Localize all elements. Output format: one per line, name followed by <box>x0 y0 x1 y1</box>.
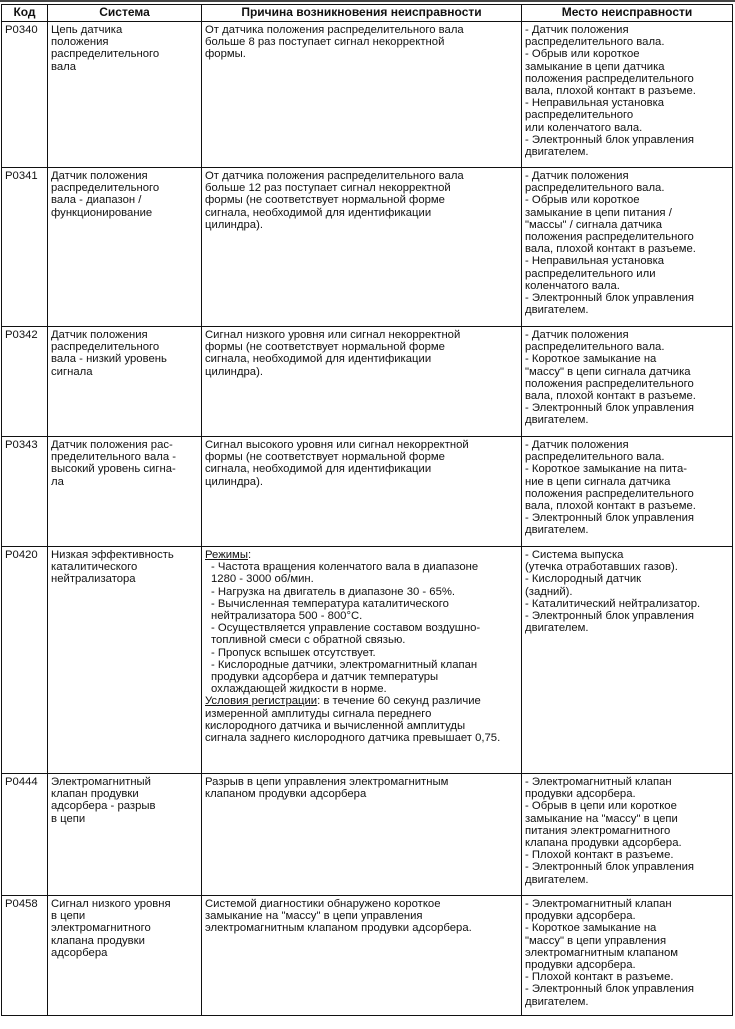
header-system: Система <box>48 5 202 22</box>
table-row <box>2 774 733 896</box>
row-cause <box>202 547 522 774</box>
row-code: P0420 <box>2 547 48 774</box>
row-location: - Датчик положения распределительного вала. - Обрыв или короткое замыкание в цепи датчика положения распределительного вала, плохой контакт в разъеме. - Неправильная установка распределительного или коленчатого вала. - Электронный блок управления двигателем. <box>522 22 733 168</box>
table-row <box>2 437 733 547</box>
header-cause: Причина возникновения неисправности <box>202 5 522 22</box>
registration-text: : в течение 60 секунд различие измеренной амплитуды сигнала переднего кислородного датчика и вычисленной амплитуды сигнала заднего кислородного датчика превышает 0,75. <box>205 695 501 745</box>
top-rule <box>0 0 735 2</box>
row-system: Сигнал низкого уровня в цепи электромагнитного клапана продувки адсорбера <box>48 896 202 1016</box>
row-cause: Системой диагностики обнаружено короткое замыкание на "массу" в цепи управления электромагнитным клапаном продувки адсорбера. <box>202 896 522 1016</box>
row-location: - Датчик положения распределительного вала. - Короткое замыкание на "массу" в цепи сигнала датчика положения распределительного вала, плохой контакт в разъеме. - Электронный блок управления двигателем. <box>522 327 733 437</box>
row-code: P0341 <box>2 168 48 327</box>
registration-label: Условия регистрации <box>205 695 318 708</box>
row-location: - Датчик положения распределительного вала. - Короткое замыкание на пита- ние в цепи сигнала датчика положения распределительного вала, плохой контакт в разъеме. - Электронный блок управления двигателем. <box>522 437 733 547</box>
table-header-row <box>2 5 733 22</box>
table-row <box>2 168 733 327</box>
row-system: Датчик положения распределительного вала - низкий уровень сигнала <box>48 327 202 437</box>
table-row <box>2 22 733 168</box>
modes-colon: : <box>247 549 252 561</box>
row-system: Электромагнитный клапан продувки адсорбера - разрыв в цепи <box>48 774 202 896</box>
modes-heading <box>205 549 518 561</box>
row-location: - Электромагнитный клапан продувки адсорбера. - Короткое замыкание на "массу" в цепи управления электромагнитным клапаном продувки адсорбера. - Плохой контакт в разъеме. - Электронный блок управления двигателем. <box>522 896 733 1016</box>
table-row <box>2 896 733 1016</box>
row-code: P0343 <box>2 437 48 547</box>
row-cause: От датчика положения распределительного вала больше 8 раз поступает сигнал некорректной формы. <box>202 22 522 168</box>
row-cause: Сигнал высокого уровня или сигнал некорректной формы (не соответствует нормальной форме сигнала, необходимой для идентификации цилиндра). <box>202 437 522 547</box>
registration-conditions <box>205 695 518 744</box>
header-code: Код <box>2 5 48 22</box>
row-system: Датчик положения распределительного вала - диапазон / функционирование <box>48 168 202 327</box>
row-cause: Сигнал низкого уровня или сигнал некорректной формы (не соответствует нормальной форме сигнала, необходимой для идентификации цилиндра). <box>202 327 522 437</box>
row-location: - Датчик положения распределительного вала. - Обрыв или короткое замыкание в цепи питания / "массы" / сигнала датчика положения распределительного вала, плохой контакт в разъеме. - Неправильная установка распределительного или коленчатого вала. - Электронный блок управления двигателем. <box>522 168 733 327</box>
row-code: P0340 <box>2 22 48 168</box>
header-location: Место неисправности <box>522 5 733 22</box>
row-code: P0458 <box>2 896 48 1016</box>
row-location: - Система выпуска (утечка отработавших газов). - Кислородный датчик (задний). - Каталитический нейтрализатор. - Электронный блок управления двигателем. <box>522 547 733 774</box>
modes-label: Режимы <box>205 549 248 561</box>
row-system: Низкая эффективность каталитического нейтрализатора <box>48 547 202 774</box>
row-location: - Электромагнитный клапан продувки адсорбера. - Обрыв в цепи или короткое замыкание на "массу" в цепи питания электромагнитного клапана продувки адсорбера. - Плохой контакт в разъеме. - Электронный блок управления двигателем. <box>522 774 733 896</box>
modes-list: - Частота вращения коленчатого вала в диапазоне 1280 - 3000 об/мин. - Нагрузка на двигатель в диапазоне 30 - 65%. - Вычисленная температура каталитического нейтрализатора 500 - 800°С. - Осуществляется управление составом воздушно- топливной смеси с обратной связью. - Пропуск вспышек отсутствует. - Кислородные датчики, электромагнитный клапан продувки адсорбера и датчик температуры охлаждающей жидкости в норме. <box>211 561 481 696</box>
row-cause: От датчика положения распределительного вала больше 12 раз поступает сигнал некорректной формы (не соответствует нормальной форме сигнала, необходимой для идентификации цилиндра). <box>202 168 522 327</box>
row-code: P0444 <box>2 774 48 896</box>
diagnostic-code-table <box>1 4 733 1016</box>
table-row <box>2 327 733 437</box>
row-cause: Разрыв в цепи управления электромагнитным клапаном продувки адсорбера <box>202 774 522 896</box>
row-code: P0342 <box>2 327 48 437</box>
row-system: Датчик положения рас- пределительного вала - высокий уровень сигна- ла <box>48 437 202 547</box>
row-system: Цепь датчика положения распределительного вала <box>48 22 202 168</box>
table-row <box>2 547 733 774</box>
